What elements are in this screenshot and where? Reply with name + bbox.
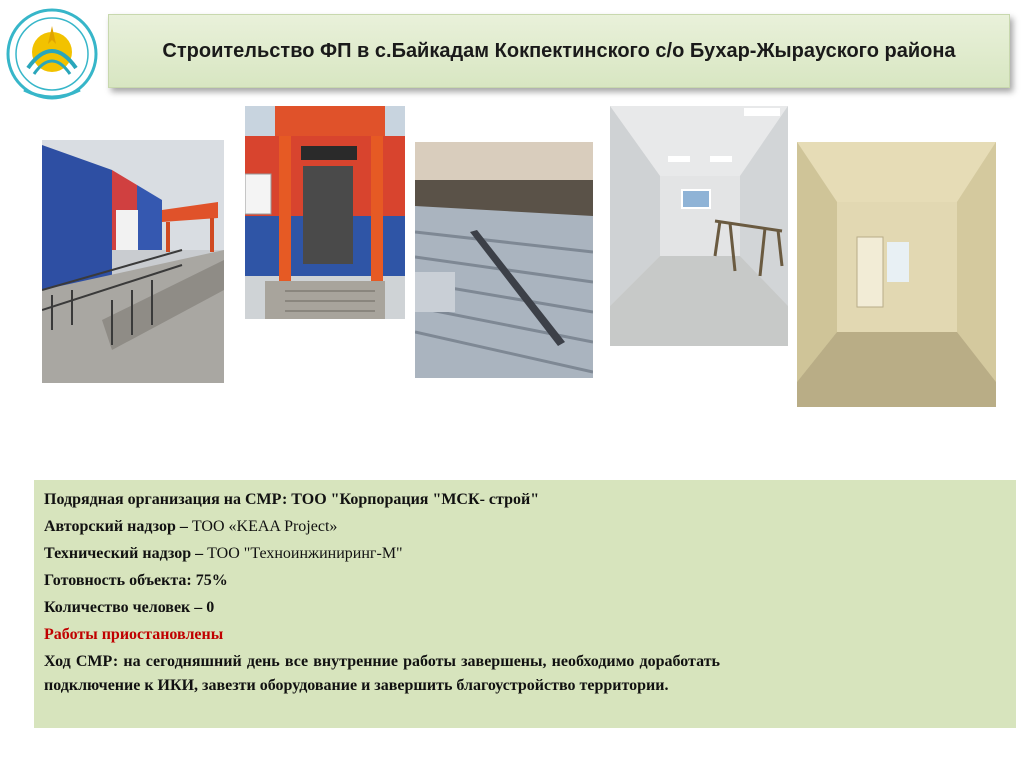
entrance-porch-photo <box>245 106 405 319</box>
district-logo <box>4 4 100 108</box>
workers-count-line <box>44 594 720 621</box>
workers-count-value: 0 <box>206 599 215 616</box>
progress-text: на сегодняшний день все внутренние работы завершены, необходимо доработать подключение к ИКИ, завезти оборудование и завершить благоустройство территории. <box>44 653 721 694</box>
building-exterior-photo <box>42 140 224 383</box>
progress-label: Ход СМР: <box>44 653 119 670</box>
progress-paragraph <box>44 650 720 698</box>
readiness-value: 75% <box>195 572 228 589</box>
contractor-line <box>44 486 720 513</box>
technical-supervision-line <box>44 540 720 567</box>
interior-corridor-photo <box>797 142 996 407</box>
technical-supervision-label: Технический надзор – <box>44 545 204 562</box>
workers-count-label: Количество человек – <box>44 599 207 616</box>
contractor-value: ТОО "Корпорация "МСК- строй" <box>287 491 540 508</box>
interior-room-photo <box>610 106 788 346</box>
author-supervision-label: Авторский надзор – <box>44 518 188 535</box>
readiness-line <box>44 567 720 594</box>
technical-supervision-value: ТОО "Техноинжиниринг-М" <box>203 545 403 562</box>
title-banner <box>108 14 1010 88</box>
author-supervision-line <box>44 513 720 540</box>
works-status: Работы приостановлены <box>44 626 224 643</box>
slide-title: Строительство ФП в с.Байкадам Кокпектинского с/о Бухар-Жырауского района <box>162 40 956 62</box>
author-supervision-value: ТОО «KEAA Project» <box>187 518 338 535</box>
roof-photo <box>415 142 593 378</box>
project-info-panel <box>34 480 1016 728</box>
readiness-label: Готовность объекта: <box>44 572 196 589</box>
contractor-label: Подрядная организация на СМР: <box>44 491 288 508</box>
